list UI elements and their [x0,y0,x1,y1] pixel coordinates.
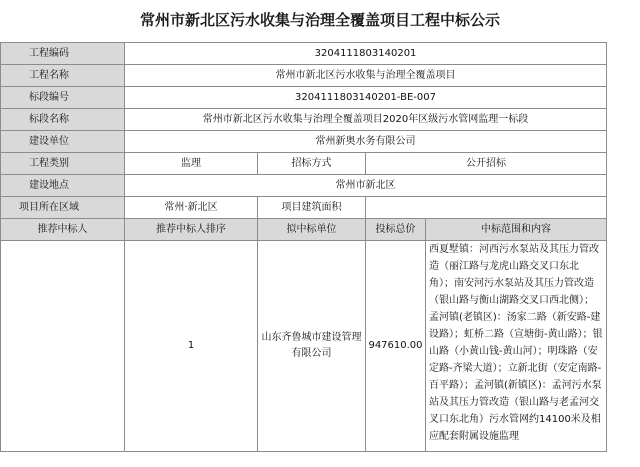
tender-method-value: 公开招标 [366,153,607,175]
building-area-label: 项目建筑面积 [258,197,366,219]
site-value: 常州市新北区 [125,175,607,197]
builder-value: 常州新奥水务有限公司 [125,131,607,153]
section-no-value: 3204111803140201-BE-007 [125,87,607,109]
project-no-value: 3204111803140201 [125,43,607,65]
section-name-value: 常州市新北区污水收集与治理全覆盖项目2020年区级污水管网监理一标段 [125,109,607,131]
table-row [1,241,607,452]
candidate-cell [1,241,125,452]
category-label: 工程类别 [1,153,125,175]
row-section-name [1,109,607,131]
section-name-label: 标段名称 [1,109,125,131]
header-price: 投标总价 [366,219,426,241]
row-region [1,197,607,219]
candidates-header-row [1,219,607,241]
row-project-name [1,65,607,87]
row-site [1,175,607,197]
row-project-no [1,43,607,65]
builder-label: 建设单位 [1,131,125,153]
row-category [1,153,607,175]
header-rank: 推荐中标人排序 [125,219,258,241]
site-label: 建设地点 [1,175,125,197]
category-value: 监理 [125,153,258,175]
region-label: 项目所在区域 [1,197,125,219]
project-no-label: 工程编码 [1,43,125,65]
candidate-company: 山东齐鲁城市建设管理有限公司 [258,241,366,452]
candidate-scope: 西夏墅镇：河西污水泵站及其压力管改造（丽江路与龙虎山路交叉口东北角）；南安河污水泵站及其压力管改造（银山路与衡山湖路交叉口西北侧）；孟河镇(老镇区)：汤家二路（新安路-建设路）；虹桥二路（宣塘街-黄山路）；银山路（小黄山钱-黄山河）；明珠路（安定路-齐梁大道）；立新北街（安定南路-百平路）；孟河镇(新镇区)：孟河污水泵站及其压力管改造（银山路与老孟河交叉口东北角）污水管网约14100米及相应配套附属设施监理 [426,241,607,452]
page-title: 常州市新北区污水收集与治理全覆盖项目工程中标公示 [139,11,500,29]
candidate-price: 947610.00 [366,241,426,452]
region-value: 常州·新北区 [125,197,258,219]
project-name-value: 常州市新北区污水收集与治理全覆盖项目 [125,65,607,87]
row-section-no [1,87,607,109]
header-candidate: 推荐中标人 [1,219,125,241]
tender-method-label: 招标方式 [258,153,366,175]
candidate-rank: 1 [125,241,258,452]
building-area-value [366,197,607,219]
header-scope: 中标范围和内容 [426,219,607,241]
row-builder [1,131,607,153]
header-company: 拟中标单位 [258,219,366,241]
bid-info-table [0,42,607,452]
project-name-label: 工程名称 [1,65,125,87]
section-no-label: 标段编号 [1,87,125,109]
